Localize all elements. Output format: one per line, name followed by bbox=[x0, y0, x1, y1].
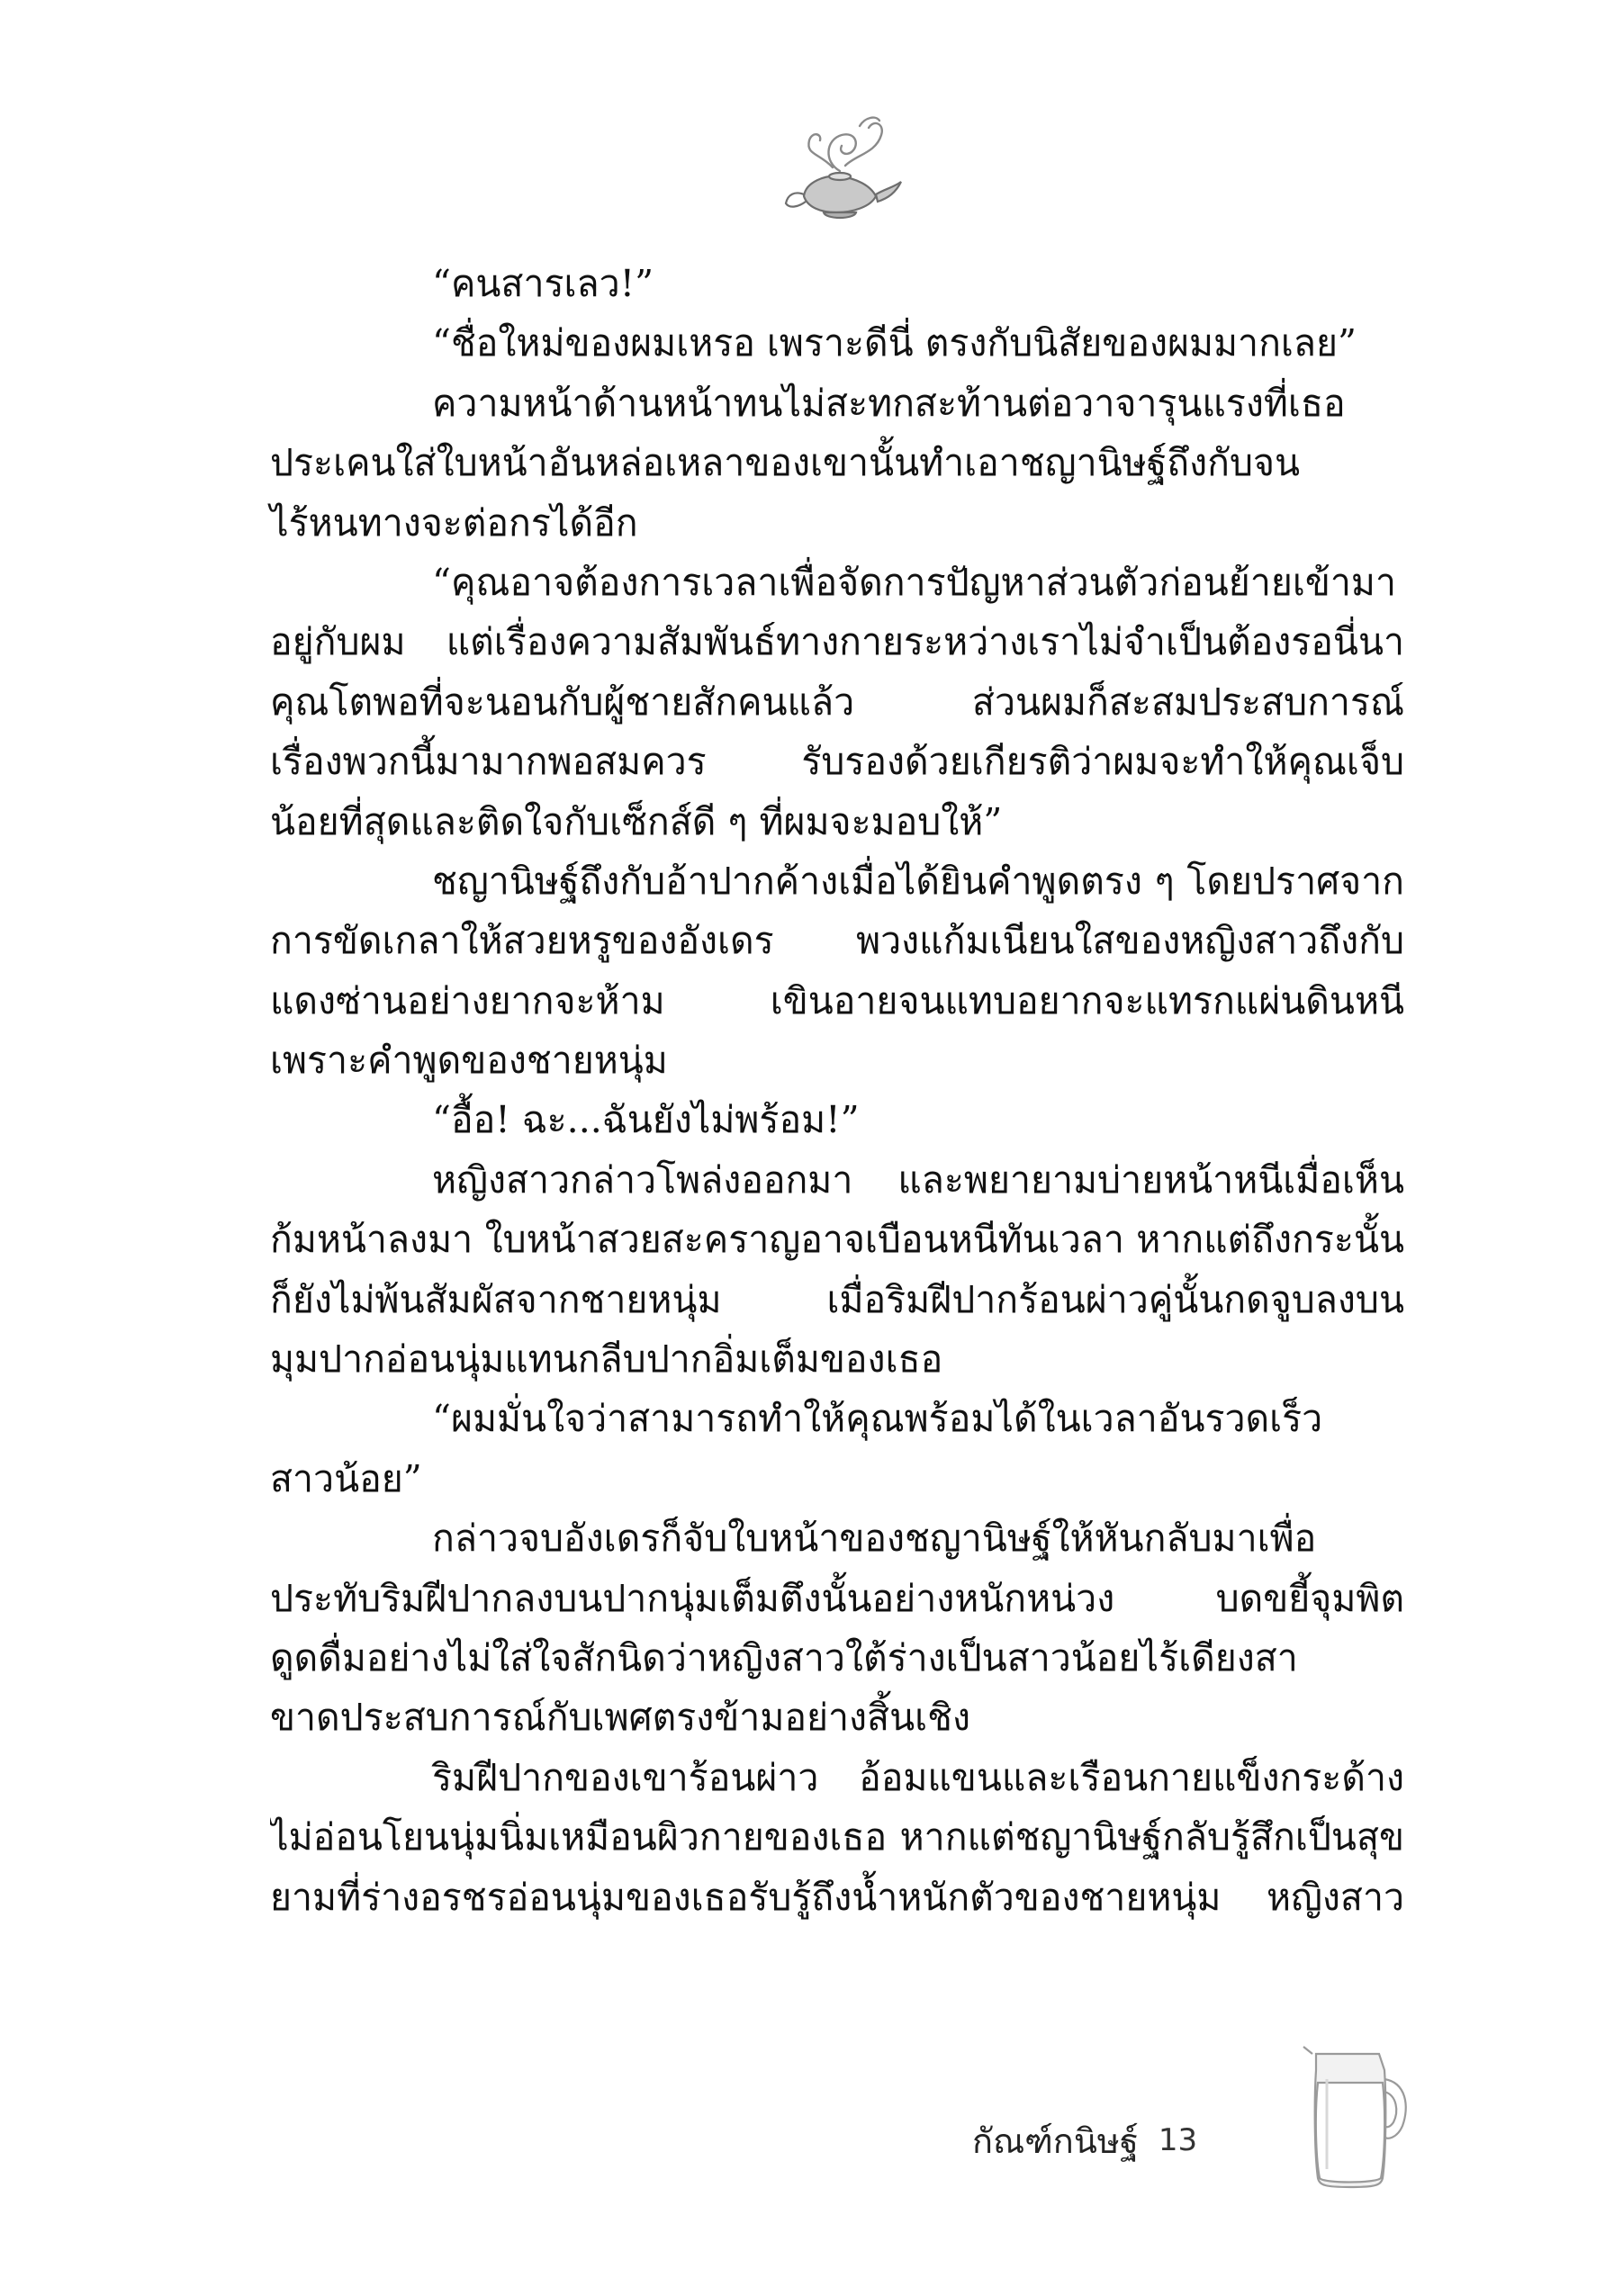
text-line: ยามที่ร่างอรชรอ่อนนุ่มของเธอรับรู้ถึงน้ำหนักตัวของชายหนุ่ม หญิงสาว bbox=[270, 1875, 1404, 1919]
page-number: 13 bbox=[1158, 2122, 1198, 2158]
text-line: น้อยที่สุดและติดใจกับเซ็กส์ดี ๆ ที่ผมจะมอบให้” bbox=[270, 799, 1003, 843]
text-line: การขัดเกลาให้สวยหรูของอังเดร พวงแก้มเนียนใสของหญิงสาวถึงกับ bbox=[270, 919, 1404, 963]
magic-lamp-ornament-icon bbox=[770, 108, 905, 234]
milk-jug-icon bbox=[1296, 2043, 1413, 2192]
text-line: ขาดประสบการณ์กับเพศตรงข้ามอย่างสิ้นเชิง bbox=[270, 1696, 970, 1740]
text-line: “คนสารเลว!” bbox=[432, 262, 654, 305]
text-line: เรื่องพวกนี้มามากพอสมควร รับรองด้วยเกียรติว่าผมจะทำให้คุณเจ็บ bbox=[270, 740, 1404, 784]
text-line: ประเคนใส่ใบหน้าอันหล่อเหลาของเขานั้นทำเอาชญานิษฐ์ถึงกับจน bbox=[270, 441, 1301, 485]
text-line: ก้มหน้าลงมา ใบหน้าสวยสะคราญอาจเบือนหนีทันเวลา หากแต่ถึงกระนั้น bbox=[270, 1218, 1404, 1262]
text-line: ก็ยังไม่พ้นสัมผัสจากชายหนุ่ม เมื่อริมฝีปากร้อนผ่าวคู่นั้นกดจูบลงบน bbox=[270, 1277, 1404, 1321]
text-line: ดูดดื่มอย่างไม่ใส่ใจสักนิดว่าหญิงสาวใต้ร่างเป็นสาวน้อยไร้เดียงสา bbox=[270, 1635, 1298, 1679]
page-footer bbox=[972, 2104, 1197, 2176]
text-line: คุณโตพอที่จะนอนกับผู้ชายสักคนแล้ว ส่วนผมก็สะสมประสบการณ์ bbox=[270, 680, 1404, 724]
text-line: ไร้หนทางจะต่อกรได้อีก bbox=[270, 500, 638, 545]
text-line: เพราะคำพูดของชายหนุ่ม bbox=[270, 1039, 668, 1083]
text-line: สาวน้อย” bbox=[270, 1456, 422, 1500]
text-line: ไม่อ่อนโยนนุ่มนิ่มเหมือนผิวกายของเธอ หากแต่ชญานิษฐ์กลับรู้สึกเป็นสุข bbox=[270, 1815, 1404, 1859]
text-line: “คุณอาจต้องการเวลาเพื่อจัดการปัญหาส่วนตัวก่อนย้ายเข้ามา bbox=[432, 560, 1396, 604]
text-line: ประทับริมฝีปากลงบนปากนุ่มเต็มตึงนั้นอย่างหนักหน่วง บดขยี้จุมพิต bbox=[270, 1576, 1404, 1620]
text-line: ชญานิษฐ์ถึงกับอ้าปากค้างเมื่อได้ยินคำพูดตรง ๆ โดยปราศจาก bbox=[432, 859, 1404, 903]
text-line: หญิงสาวกล่าวโพล่งออกมา และพยายามบ่ายหน้าหนีเมื่อเห็น bbox=[432, 1157, 1404, 1202]
text-line: ริมฝีปากของเขาร้อนผ่าว อ้อมแขนและเรือนกายแข็งกระด้าง bbox=[432, 1755, 1404, 1799]
text-line: “ผมมั่นใจว่าสามารถทำให้คุณพร้อมได้ในเวลาอันรวดเร็ว bbox=[432, 1397, 1323, 1441]
text-line: “ชื่อใหม่ของผมเหรอ เพราะดีนี่ ตรงกับนิสัยของผมมากเลย” bbox=[432, 321, 1357, 365]
text-line: อยู่กับผม แต่เรื่องความสัมพันธ์ทางกายระหว่างเราไม่จำเป็นต้องรอนี่นา bbox=[270, 620, 1404, 664]
text-line: ความหน้าด้านหน้าทนไม่สะทกสะท้านต่อวาจารุนแรงที่เธอ bbox=[432, 381, 1346, 425]
text-line: มุมปากอ่อนนุ่มแทนกลีบปากอิ่มเต็มของเธอ bbox=[270, 1337, 943, 1382]
text-line: “อื้อ! ฉะ...ฉันยังไม่พร้อม!” bbox=[432, 1098, 860, 1142]
text-line: กล่าวจบอังเดรก็จับใบหน้าของชญานิษฐ์ให้หันกลับมาเพื่อ bbox=[432, 1517, 1317, 1561]
body-text bbox=[270, 254, 1404, 1927]
text-line: แดงซ่านอย่างยากจะห้าม เขินอายจนแทบอยากจะแทรกแผ่นดินหนี bbox=[270, 978, 1404, 1022]
running-footer-title: กัณฑ์กนิษฐ์ bbox=[972, 2120, 1139, 2161]
